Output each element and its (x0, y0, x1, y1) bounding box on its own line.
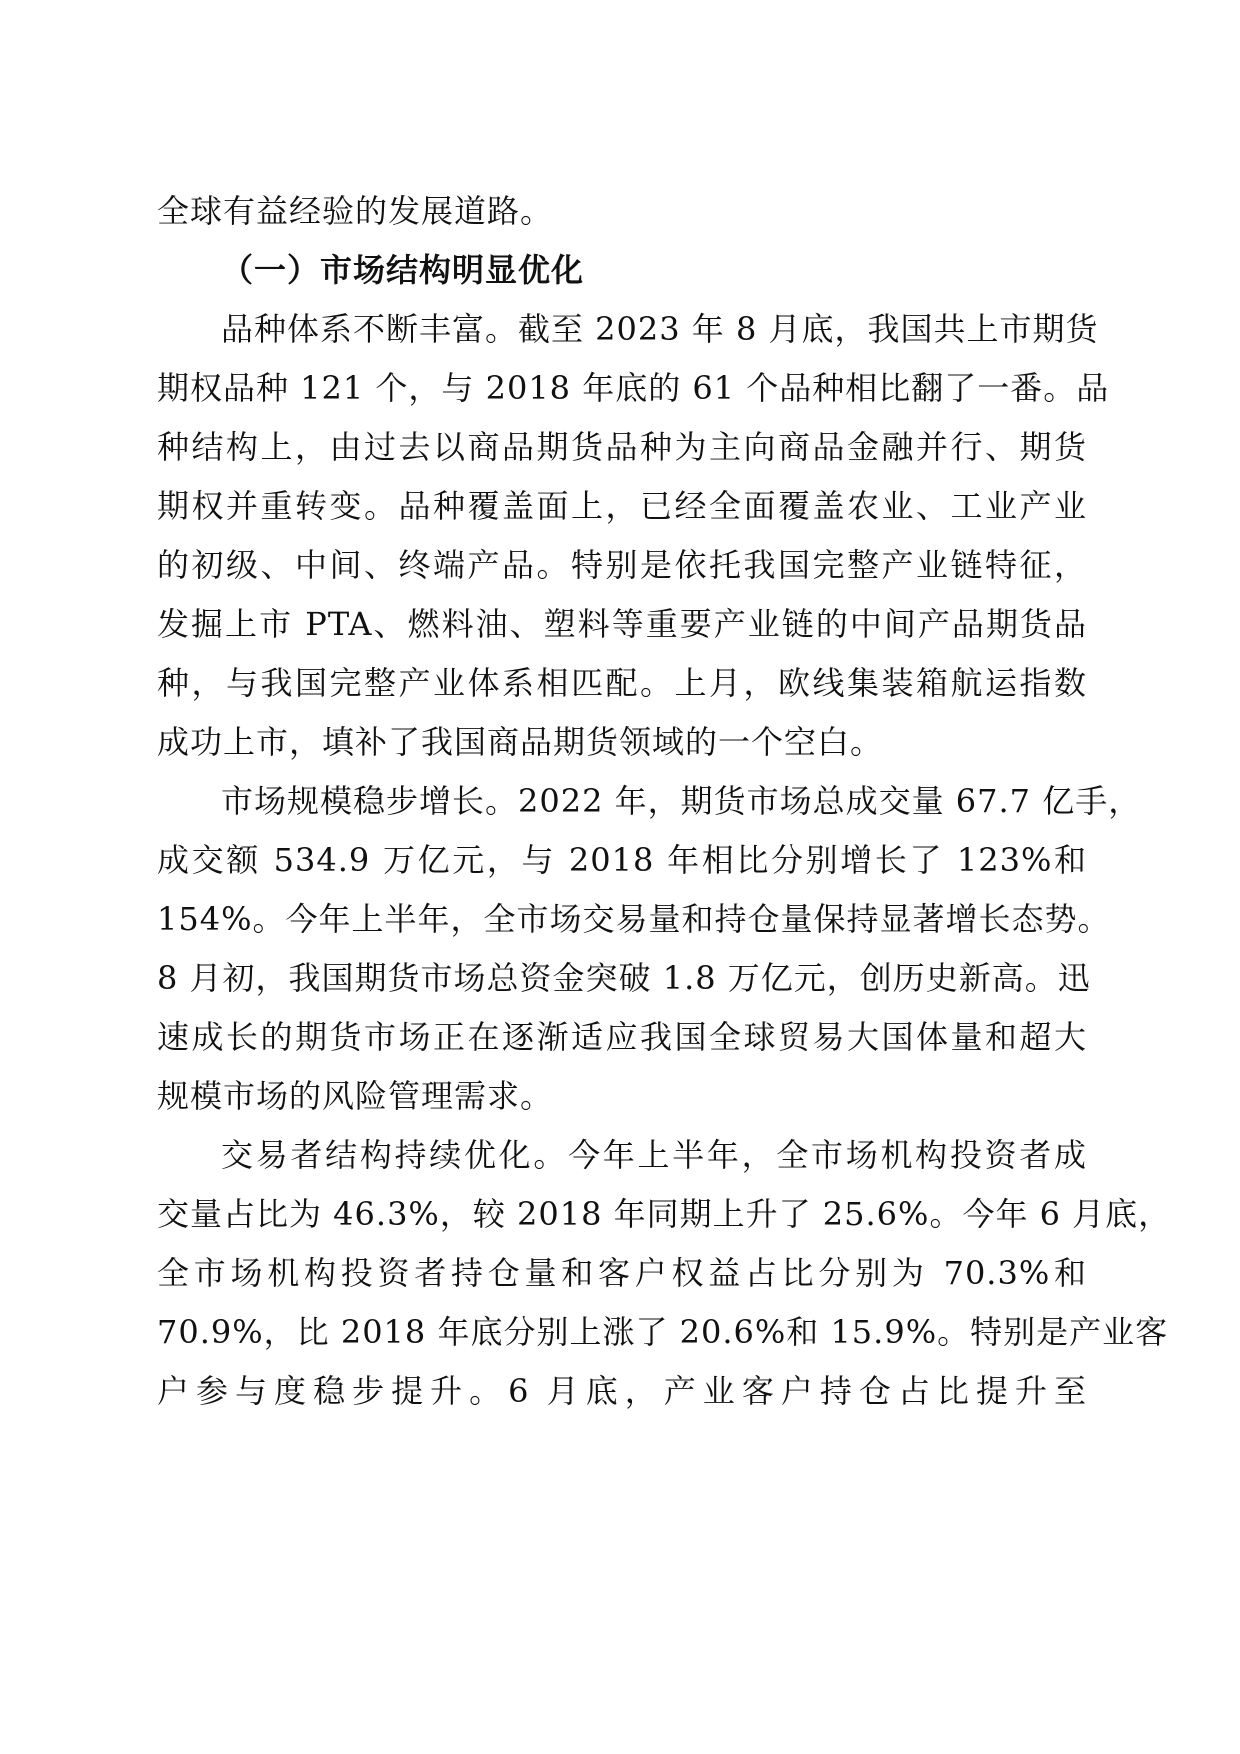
paragraph-1-line-8: 成功上市，填补了我国商品期货领域的一个空白。 (157, 723, 884, 761)
continuation-line: 全球有益经验的发展道路。 (157, 192, 554, 230)
paragraph-2-line-3: 154%。今年上半年，全市场交易量和持仓量保持显著增长态势。 (157, 900, 1111, 938)
paragraph-1-line-2: 期权品种 121 个，与 2018 年底的 61 个品种相比翻了一番。品 (157, 369, 1110, 407)
paragraph-1-line-3: 种结构上，由过去以商品期货品种为主向商品金融并行、期货 (157, 428, 1087, 466)
paragraph-2-line-2: 成交额 534.9 万亿元，与 2018 年相比分别增长了 123%和 (157, 841, 1087, 879)
paragraph-3-line-3: 全市场机构投资者持仓量和客户权益占比分别为 70.3%和 (157, 1254, 1087, 1292)
paragraph-1-line-4: 期权并重转变。品种覆盖面上，已经全面覆盖农业、工业产业 (157, 487, 1087, 525)
paragraph-2-line-5: 速成长的期货市场正在逐渐适应我国全球贸易大国体量和超大 (157, 1018, 1087, 1056)
paragraph-2-line-6: 规模市场的风险管理需求。 (157, 1077, 554, 1115)
document-body (157, 182, 1172, 1421)
paragraph-3-line-5: 户参与度稳步提升。6 月底，产业客户持仓占比提升至 (157, 1372, 1087, 1410)
paragraph-3-line-1: 交易者结构持续优化。今年上半年，全市场机构投资者成 (221, 1136, 1087, 1174)
section-heading: （一）市场结构明显优化 (221, 251, 585, 289)
paragraph-1-line-5: 的初级、中间、终端产品。特别是依托我国完整产业链特征， (157, 546, 1087, 584)
paragraph-3-line-2: 交量占比为 46.3%，较 2018 年同期上升了 25.6%。今年 6 月底， (157, 1195, 1172, 1233)
paragraph-1-line-7: 种，与我国完整产业体系相匹配。上月，欧线集装箱航运指数 (157, 664, 1087, 702)
paragraph-2-line-1: 市场规模稳步增长。2022 年，期货市场总成交量 67.7 亿手， (221, 782, 1142, 820)
paragraph-1-line-6: 发掘上市 PTA、燃料油、塑料等重要产业链的中间产品期货品 (157, 605, 1087, 643)
paragraph-2-line-4: 8 月初，我国期货市场总资金突破 1.8 万亿元，创历史新高。迅 (157, 959, 1091, 997)
paragraph-1-line-1: 品种体系不断丰富。截至 2023 年 8 月底，我国共上市期货 (221, 310, 1099, 348)
paragraph-3-line-4: 70.9%，比 2018 年底分别上涨了 20.6%和 15.9%。特别是产业客 (157, 1313, 1169, 1351)
